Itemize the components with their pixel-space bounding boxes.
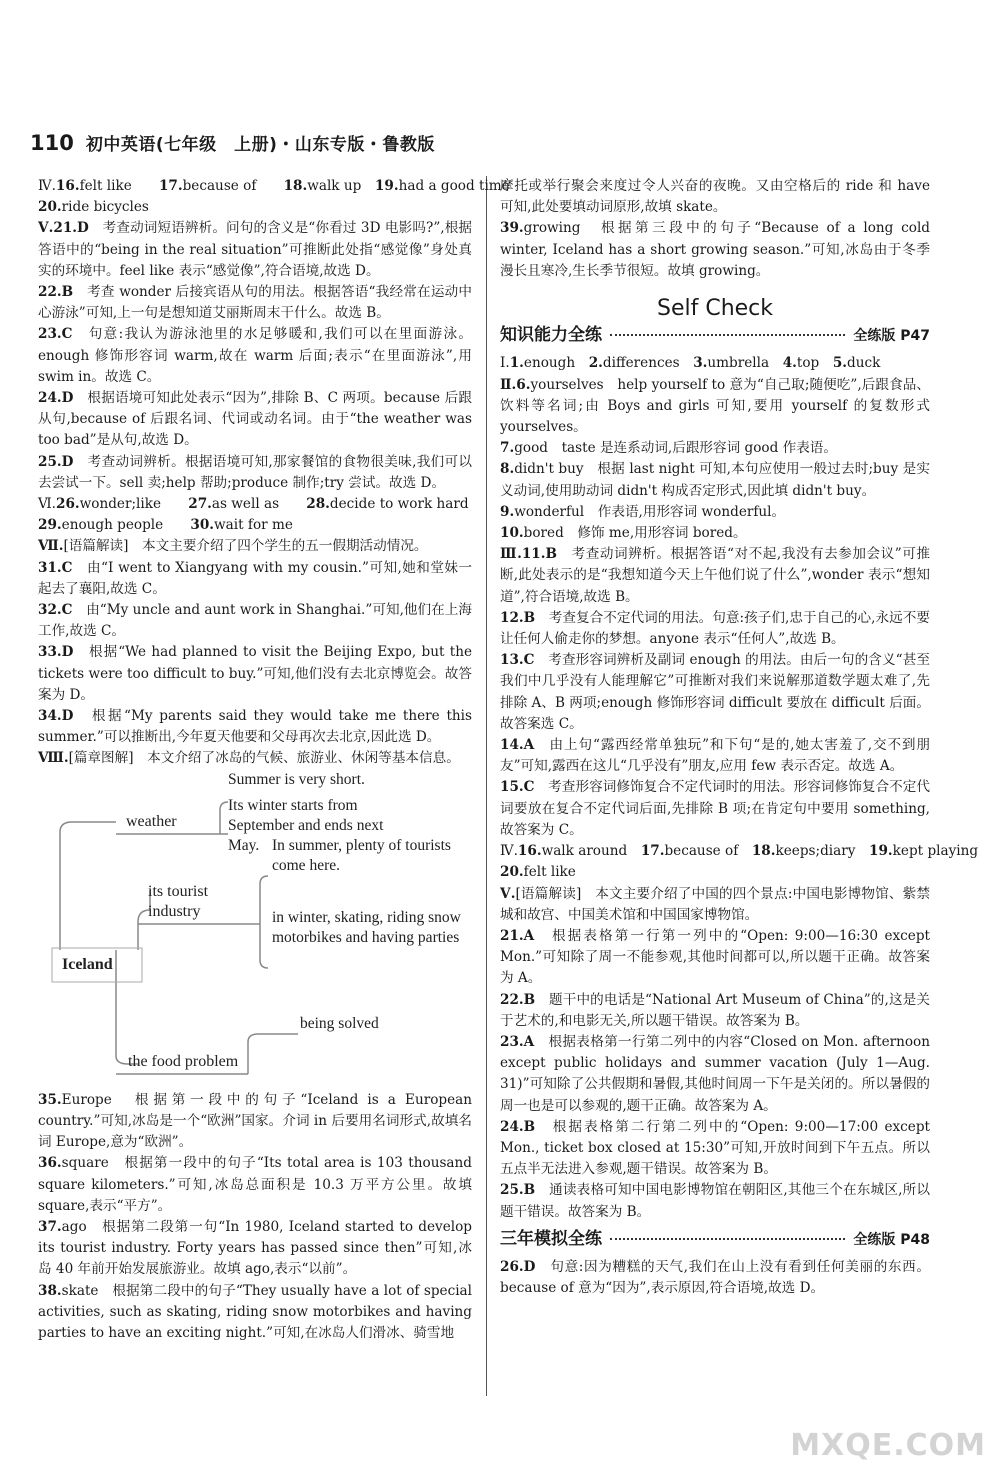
explanation-text: 考查动词辨析。根据语境可知,那家餐馆的食物很美味,我们可以去尝试一下。sell 卖;help 帮助;produce 制作;try 尝试。故选 D。 [38,453,472,491]
question-number: 13.C [500,652,535,669]
answer-explanation [500,1032,930,1117]
column-divider [486,176,487,1396]
section-ref: 全练版 P47 [853,328,930,345]
question-number: 38. [38,1282,62,1299]
question-number: Ⅴ.21.D [38,220,89,237]
question-number: Ⅷ. [38,750,69,767]
question-number: 12.B [500,609,536,626]
explanation-text: 句意:我认为游泳池里的水足够暖和,我们可以在里面游泳。enough 修饰形容词 warm,故在 warm 后面;表示“在里面游泳”,用 swim in。故选 C。 [38,326,472,385]
question-number: 22.B [38,284,74,301]
question-number: 39. [500,220,524,237]
explanation-text: [篇章图解] 本文介绍了冰岛的气候、旅游业、休闲等基本信息。 [68,750,460,767]
question-number: 25.B [500,1182,536,1199]
answer-explanation [500,884,930,926]
answer-explanation [38,218,472,282]
answer-explanation [500,777,930,841]
answer-explanation [500,1117,930,1181]
question-number: Ⅴ. [500,885,516,902]
question-number: Ⅱ.6. [500,376,531,393]
explanation-text: 考查 wonder 后接宾语从句的用法。根据答语“我经常在运动中心游泳”可知,上一句是想知道艾丽斯周末干什么。故选 B。 [38,284,472,322]
answer-row: 20.felt like [500,864,576,881]
explanation-text: square 根据第一段中的句子“Its total area is 103 thousand square kilometers.”可知,冰岛总面积是 10.3 万平方公里。故填 square,表示“平方”。 [38,1155,472,1214]
explanation-text: growing 根据第三段中的句子“Because of a long cold winter, Iceland has a short growing season.”可知,冰岛由于冬季漫长且寒冷,生长季节很短。故填 growing。 [500,220,930,279]
left-column [38,176,510,1344]
mindmap-leaf-winter: Its winter starts from September and ends next May. [228,796,384,854]
explanation-text: 根据语境可知此处表示“因为”,排除 B、C 两项。because 后跟从句,because of 后跟名词、代词或动名词。由于“the weather was too bad”是从句,故选 D。 [38,390,472,449]
answer-explanation [38,706,472,748]
explanation-text: 题干中的电话是“National Art Museum of China”的,这是关于艺术的,和电影无关,所以题干错误。故答案为 B。 [500,991,930,1029]
question-number: 24.B [500,1118,536,1135]
answer-explanation [500,375,930,439]
question-number: 14.A [500,737,535,754]
mindmap-root: Iceland [62,955,113,973]
mindmap-leaf-winter-activities: in winter, skating, riding snow motorbikes and having parties [272,908,461,946]
book-title: 初中英语(七年级 上册)・山东专版・鲁教版 [85,135,435,155]
explanation-text: ago 根据第二段第一句“In 1980, Iceland started to develop its tourist industry. Forty years has passed since then”可知,冰岛 40 年前开始发展旅游业。故填 ago,表示“以前”。 [38,1218,472,1278]
explanation-text: Europe 根据第一段中的句子“Iceland is a European country.”可知,冰岛是一个“欧洲”国家。介词 in 后要用名词形式,故填名词 Europe,意为“欧洲”。 [38,1091,472,1151]
answer-explanation [38,1281,472,1345]
explanation-text: 句意:因为糟糕的天气,我们在山上没有看到任何美丽的东西。because of 意为“因为”,表示原因,符合语境,故选 D。 [500,1258,930,1297]
answer-explanation [38,642,472,706]
answer-explanation [500,650,930,735]
answer-explanation [500,438,930,459]
answer-row: 20.ride bicycles [38,199,149,216]
section-ref: 全练版 P48 [853,1231,930,1248]
question-number: 7. [500,440,515,457]
self-check-answers [500,353,979,1222]
question-number: 22.B [500,991,536,1008]
explanation-text: 考查形容词辨析及副词 enough 的用法。由后一句的含义“甚至我们中几乎没有人能理解它”可推断对我们来说解那道数学题太难了,先排除 A、B 两项;enough 修饰形容词 difficult 要放在 difficult 后面。故答案选 C。 [500,652,930,732]
explanation-text: 考查形容词修饰复合不定代词时的用法。形容词修饰复合不定代词要放在复合不定代词后面,先排除 B 项;在肯定句中要用 something,故答案为 C。 [500,779,930,838]
self-check-title: Self Check [656,296,774,322]
explanation-text: 根据表格第一行第二列中的内容“Closed on Mon. afternoon except public holidays and summer vacation (July 1—Aug. 31)”可知除了公共假期和暑假,其他时间周一下午是关闭的。所以暑假的周一也是可以参观的,题干正确。故答案为 A。 [500,1033,930,1114]
answer-explanation [500,990,930,1032]
question-number: 25.D [38,453,74,470]
answer-row: Ⅰ.1.enough 2.differences 3.umbrella 4.top 5.duck [500,355,881,372]
answer-explanation [500,544,930,608]
right-column [500,176,979,1299]
answer-explanation [500,218,930,282]
explanation-text: 根据“My parents said they would take me there this summer.”可以推断出,今年夏天他要和父母再次去北京,因此选 D。 [38,708,472,746]
question-number: 37. [38,1218,62,1235]
answer-explanation [38,1090,472,1154]
question-number: Ⅲ.11.B [500,546,557,563]
question-number: 15.C [500,779,535,796]
answer-row: Ⅵ.26.wonder;like 27.as well as 28.decide to work hard [38,496,469,513]
answer-explanation [38,558,472,600]
mindmap-branch-weather: weather [126,812,177,830]
page-header [30,130,960,162]
explanation-text: 考查复合不定代词的用法。句意:孩子们,忠于自己的心,永远不要让任何人偷走你的梦想。anyone 表示“任何人”,故选 B。 [500,609,930,648]
explanation-text: skate 根据第二段中的句子“They usually have a lot of special activities, such as skating, riding snow motorbikes and having parties to have an exciting night.”可知,在冰岛人们滑冰、骑雪地 [38,1282,472,1341]
left-answers-top [38,176,510,770]
question-number: 9. [500,503,515,520]
dotted-leader [610,334,845,336]
question-number: 24.D [38,390,74,407]
iceland-mindmap [38,772,472,1084]
explanation-text: 考查动词短语辨析。问句的含义是“你看过 3D 电影吗?”,根据答语中的“being in the real situation”可推断此处指“感觉像”身处真实的环境中。feel like 表示“感觉像”,符合语境,故选 D。 [38,220,473,279]
answer-explanation [38,1217,472,1281]
section-header-three-year [500,1229,930,1251]
explanation-text: bored 修饰 me,用形容词 bored。 [523,525,747,542]
explanation-text: 由上句“露西经常单独玩”和下句“是的,她太害羞了,交不到朋友”可知,露西在这儿“几乎没有”朋友,应用 few 表示否定。故选 A。 [500,737,930,775]
explanation-text: didn't buy 根据 last night 可知,本句应使用一般过去时;buy 是实义动词,使用助动词 didn't 构成否定形式,因此填 didn't buy。 [500,461,930,499]
continued-text: 摩托或举行聚会来度过令人兴奋的夜晚。又由空格后的 ride 和 have 可知,此处要填动词原形,故填 skate。 [500,178,930,216]
question-number: 34.D [38,708,74,725]
mindmap-branch-food: the food problem [128,1052,239,1070]
answer-row: Ⅳ.16.walk around 17.because of 18.keeps;diary 19.kept playing [500,843,979,860]
question-number: 35. [38,1091,62,1108]
explanation-text: yourselves help yourself to 意为“自己取;随便吃”,后跟食品、饮料等名词;由 Boys and girls 可知,要用 yourself 的复数形式 yourselves。 [500,376,930,436]
explanation-text: 根据表格第一行第一列中的“Open: 9:00—16:30 except Mon.”可知除了周一不能参观,其他时间都可以,所以题干正确。故答案为 A。 [500,927,930,987]
question-number: 23.A [500,1033,535,1050]
explanation-text: [语篇解读] 本文主要介绍了四个学生的五一假期活动情况。 [63,538,428,555]
mindmap-branch-tourist: its tourist industry [148,882,209,920]
answer-explanation [500,502,930,523]
question-number: Ⅶ. [38,538,64,555]
explanation-text: [语篇解读] 本文主要介绍了中国的四个景点:中国电影博物馆、紫禁城和故宫、中国美术馆和中国国家博物馆。 [500,885,931,923]
question-number: 23.C [38,326,73,343]
mindmap-leaf-summer: Summer is very short. [228,770,365,788]
explanation-text: 由“My uncle and aunt work in Shanghai.”可知,他们在上海工作,故选 C。 [38,602,472,640]
answer-explanation [38,388,472,452]
answer-explanation [38,536,472,557]
question-number: 21.A [500,927,535,944]
answer-explanation [38,324,472,388]
answer-explanation [500,608,930,650]
watermark-text: MXQE.COM [790,1428,986,1463]
answer-explanation [38,600,472,642]
answer-explanation [500,1257,930,1299]
dotted-leader [610,1238,845,1240]
answer-explanation [38,452,472,494]
section-header-knowledge [500,325,930,347]
mindmap-leaf-being-solved: being solved [300,1014,379,1032]
question-number: 32.C [38,602,73,619]
answer-explanation [500,926,930,990]
question-number: 33.D [38,644,74,661]
question-number: 8. [500,461,515,478]
page-number: 110 [30,131,74,155]
explanation-text: wonderful 作表语,用形容词 wonderful。 [514,503,786,520]
answer-row: Ⅳ.16.felt like 17.because of 18.walk up 19.had a good time [38,178,510,194]
answer-row: 29.enough people 30.wait for me [38,517,293,534]
answer-explanation [500,1180,930,1222]
answer-explanation [38,748,472,769]
answer-explanation [500,459,930,501]
explanation-text: 考查动词辨析。根据答语“对不起,我没有去参加会议”可推断,此处表示的是“我想知道今天上午他们说了什么”,wonder 表示“想知道”,符合语境,故选 B。 [500,546,930,605]
mindmap-leaf-summer-tourists: In summer, plenty of tourists come here. [272,836,451,874]
section-name: 知识能力全练 [500,325,602,346]
answer-explanation [500,735,930,777]
explanation-text: 由“I went to Xiangyang with my cousin.”可知,她和堂妹一起去了襄阳,故选 C。 [38,559,472,597]
answer-explanation [38,1153,472,1217]
question-number: 10. [500,525,524,542]
three-year-answers [500,1257,930,1299]
left-answers-bottom [38,1090,472,1344]
question-number: 26.D [500,1258,536,1275]
question-number: 36. [38,1155,62,1172]
explanation-text: 根据表格第二行第二列中的“Open: 9:00—17:00 except Mon., ticket box closed at 15:30”可知,开放时间到下午五点。所以五点半无法进入参观,题干错误。故答案为 B。 [500,1118,930,1178]
answer-explanation [500,523,930,544]
answer-explanation [38,282,472,324]
right-answers-top [500,176,930,282]
explanation-text: good taste 是连系动词,后跟形容词 good 作表语。 [514,440,837,457]
explanation-text: 根据“We had planned to visit the Beijing Expo, but the tickets were too difficult to buy.”可知,他们没有去北京博览会。故答案为 D。 [38,644,472,703]
explanation-text: 通读表格可知中国电影博物馆在朝阳区,其他三个在东城区,所以题干错误。故答案为 B。 [500,1182,930,1220]
section-name: 三年模拟全练 [500,1228,602,1249]
question-number: 31.C [38,559,73,576]
